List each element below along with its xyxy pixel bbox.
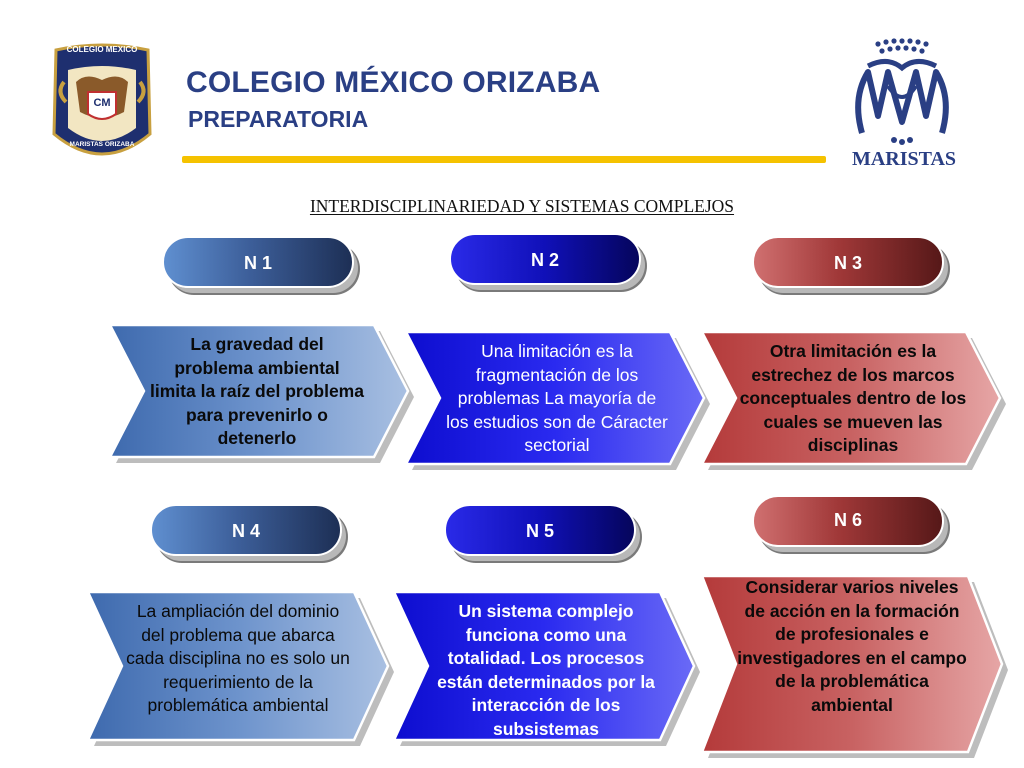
colegio-logo bbox=[46, 42, 158, 168]
node-label-n1 bbox=[162, 236, 354, 288]
maristas-logo bbox=[838, 38, 968, 174]
node-label-n4 bbox=[150, 504, 342, 556]
node-label-n2 bbox=[449, 233, 641, 285]
node-box-n5 bbox=[392, 592, 704, 752]
node-label-n4-text: N 4 bbox=[231, 521, 260, 541]
page-title: COLEGIO MÉXICO ORIZABA bbox=[186, 66, 601, 99]
node-box-n4 bbox=[86, 592, 398, 752]
node-label-n5-text: N 5 bbox=[525, 521, 554, 541]
node-box-n3 bbox=[700, 332, 1010, 472]
page-subtitle: PREPARATORIA bbox=[188, 106, 369, 132]
node-box-n6 bbox=[700, 576, 1012, 766]
logo-top-text: COLEGIO MEXICO bbox=[66, 45, 138, 54]
node-label-n1-text: N 1 bbox=[243, 253, 272, 273]
node-label-n6-text: N 6 bbox=[833, 510, 862, 530]
node-text-n3: Otra limitación es la estrechez de los marcos conceptuales dentro de los cuales se mueven las disciplinas bbox=[739, 341, 967, 455]
node-text-n5: Un sistema complejo funciona como una totalidad. Los procesos están determinados por la interacción de los subsistemas bbox=[437, 601, 655, 739]
node-text-n4: La ampliación del dominio del problema que abarca cada disciplina no es solo un requerimiento de la problemática ambiental bbox=[126, 601, 350, 715]
logo-bottom-text: MARISTAS ORIZABA bbox=[69, 141, 135, 148]
node-text-n2: Una limitación es la fragmentación de los problemas La mayoría de los estudios son de Cáracter sectorial bbox=[446, 341, 668, 455]
node-text-n6: Considerar varios niveles de acción en la formación de profesionales e investigadores en el campo de la problemática ambiental bbox=[737, 577, 967, 715]
section-title: INTERDISCIPLINARIEDAD Y SISTEMAS COMPLEJOS bbox=[309, 196, 735, 216]
node-box-n1 bbox=[108, 325, 418, 465]
node-text-n1: La gravedad del problema ambiental limita la raíz del problema para prevenirlo o detenerlo bbox=[150, 334, 364, 448]
node-label-n2-text: N 2 bbox=[530, 250, 559, 270]
node-box-n2 bbox=[404, 332, 714, 472]
node-label-n5 bbox=[444, 504, 636, 556]
node-label-n3-text: N 3 bbox=[833, 253, 862, 273]
maristas-text: MARISTAS bbox=[851, 148, 957, 170]
node-label-n6 bbox=[752, 495, 944, 547]
header-divider bbox=[182, 156, 826, 163]
node-label-n3 bbox=[752, 236, 944, 288]
logo-monogram: CM bbox=[93, 97, 111, 109]
